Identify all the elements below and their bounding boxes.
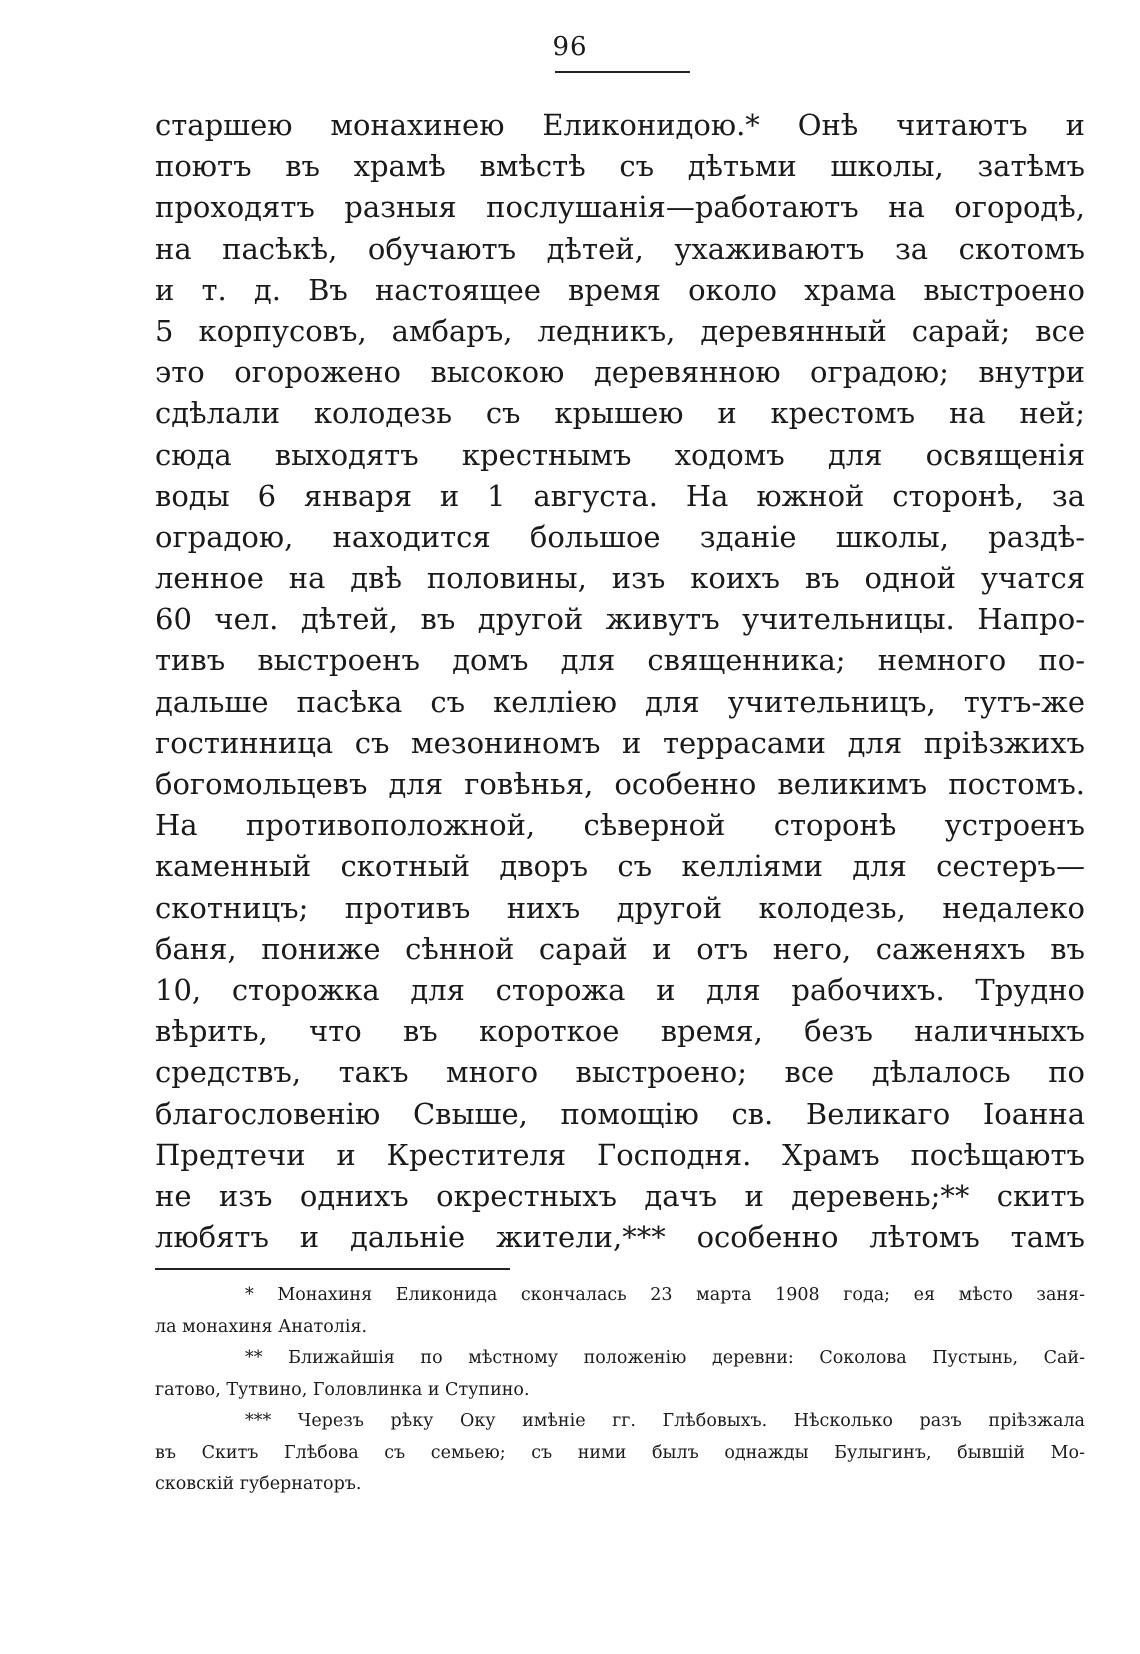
- body-line: тивъ выстроенъ домъ для священника; немного по-: [155, 643, 1085, 678]
- footnotes: [155, 1280, 1085, 1501]
- body-line: сюда выходятъ крестнымъ ходомъ для освященія: [155, 437, 1085, 472]
- body-line: дальше пасѣка съ келліею для учительницъ, тутъ-же: [155, 684, 1085, 719]
- body-line: это огорожено высокою деревянною оградою; внутри: [155, 355, 1085, 390]
- footnote-line: гатово, Тутвино, Головлинка и Ступино.: [155, 1379, 530, 1400]
- body-text: [155, 105, 1085, 1258]
- page-number-rule: [555, 71, 690, 73]
- footnote-line: въ Скитъ Глѣбова съ семьею; съ ними былъ однажды Булыгинъ, бывшій Мо-: [155, 1442, 1085, 1463]
- body-line: проходятъ разныя послушанія—работаютъ на огородѣ,: [155, 190, 1085, 225]
- body-line: ленное на двѣ половины, изъ коихъ въ одной учатся: [155, 561, 1085, 596]
- body-line: и т. д. Въ настоящее время около храма выстроено: [155, 272, 1085, 307]
- footnote-line: ла монахиня Анатолія.: [155, 1316, 368, 1337]
- body-line: вѣрить, что въ короткое время, безъ наличныхъ: [155, 1014, 1085, 1049]
- body-line: сдѣлали колодезь съ крышею и крестомъ на ней;: [155, 396, 1085, 431]
- body-line: старшею монахинею Еликонидою.* Онѣ читаютъ и: [155, 108, 1085, 142]
- body-line: Предтечи и Крестителя Господня. Храмъ посѣщаютъ: [155, 1137, 1085, 1172]
- footnote-line: *** Черезъ рѣку Оку имѣніе гг. Глѣбовыхъ. Нѣсколько разъ пріѣзжала: [245, 1411, 1085, 1431]
- body-line: баня, пониже сѣнной сарай и отъ него, саженяхъ въ: [155, 931, 1085, 966]
- body-line: средствъ, такъ много выстроено; все дѣлалось по: [155, 1055, 1085, 1090]
- body-line: благословенію Свыше, помощію св. Великаго Іоанна: [155, 1096, 1085, 1131]
- footnote-rule: [155, 1268, 510, 1270]
- body-line: 5 корпусовъ, амбаръ, ледникъ, деревянный сарай; все: [155, 313, 1085, 348]
- body-line: гостинница съ мезониномъ и террасами для пріѣзжихъ: [155, 725, 1085, 760]
- body-line: не изъ однихъ окрестныхъ дачъ и деревень;** скитъ: [155, 1178, 1085, 1213]
- body-line: На противоположной, сѣверной сторонѣ устроенъ: [155, 808, 1085, 843]
- body-line: 60 чел. дѣтей, въ другой живутъ учительницы. Напро-: [155, 602, 1085, 637]
- body-line: 10, сторожка для сторожа и для рабочихъ. Трудно: [155, 972, 1085, 1007]
- footnote-line: сковскій губернаторъ.: [155, 1474, 362, 1494]
- body-line: богомольцевъ для говѣнья, особенно великимъ постомъ.: [155, 767, 1085, 801]
- body-line: любятъ и дальніе жители,*** особенно лѣтомъ тамъ: [155, 1220, 1085, 1255]
- body-line: на пасѣкѣ, обучаютъ дѣтей, ухаживаютъ за скотомъ: [155, 231, 1085, 266]
- body-line: каменный скотный дворъ съ келліями для сестеръ—: [155, 849, 1085, 884]
- footnote-line: * Монахиня Еликонида скончалась 23 марта 1908 года; ея мѣсто заня-: [245, 1285, 1085, 1305]
- footnote-line: ** Ближайшія по мѣстному положенію деревни: Соколова Пустынь, Сай-: [245, 1348, 1085, 1368]
- page-number: 96: [552, 32, 588, 62]
- body-line: оградою, находится большое зданіе школы, раздѣ-: [155, 519, 1085, 554]
- body-line: скотницъ; противъ нихъ другой колодезь, недалеко: [155, 890, 1085, 925]
- body-line: поютъ въ храмѣ вмѣстѣ съ дѣтьми школы, затѣмъ: [155, 149, 1085, 184]
- body-line: воды 6 января и 1 августа. На южной сторонѣ, за: [155, 478, 1085, 513]
